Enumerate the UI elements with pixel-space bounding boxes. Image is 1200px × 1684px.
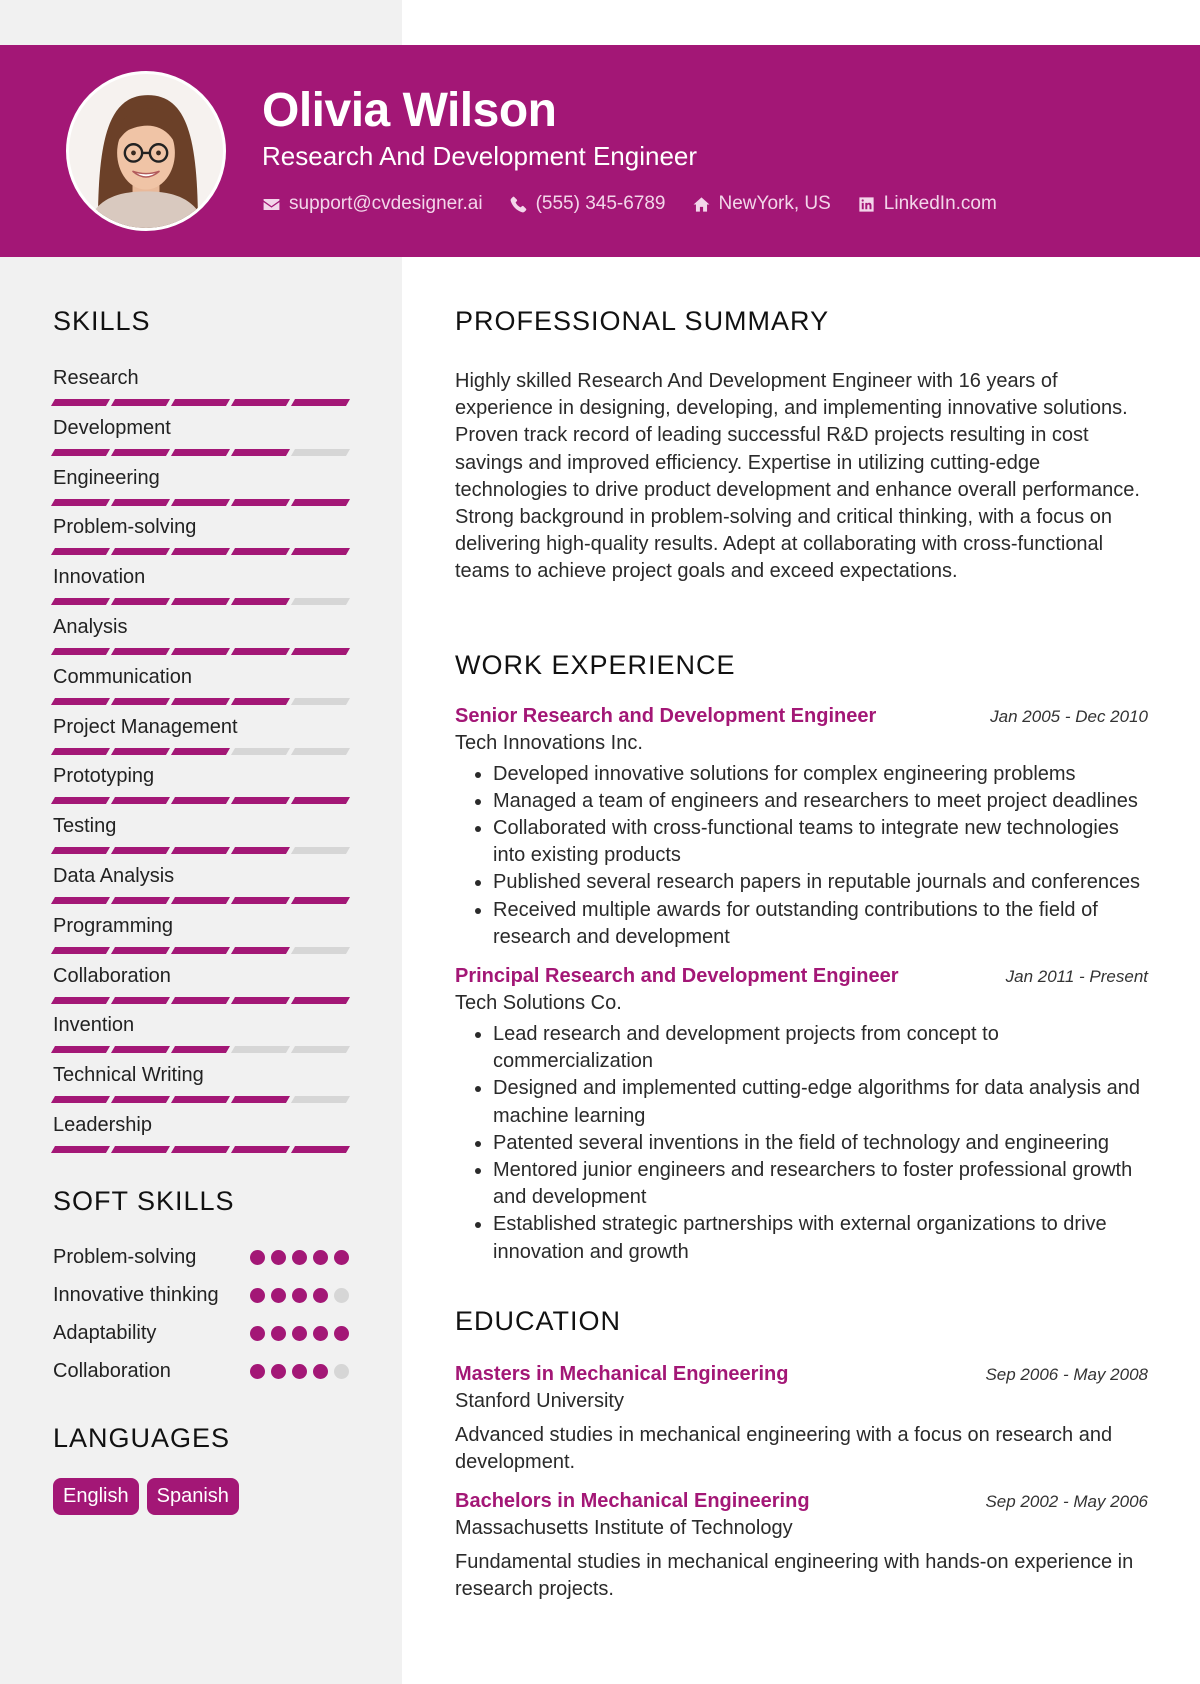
skill-level-segment: [171, 499, 230, 506]
skill-level-segment: [111, 748, 170, 755]
skill-level-segment: [111, 997, 170, 1004]
skill-item: [53, 915, 349, 965]
rating-dot: [292, 1288, 307, 1303]
skill-level-segment: [171, 399, 230, 406]
rating-dot: [250, 1288, 265, 1303]
job-dates: Jan 2005 - Dec 2010: [990, 706, 1148, 726]
summary-text: Highly skilled Research And Development Engineer with 16 years of experience in designing, developing, and implementing innovative solutions. Proven track record of leading successful R&D projects resulting in cost savings and improved efficiency. Expertise in utilizing cutting-edge technologies to drive product development and enhance overall performance. Strong background in problem-solving and critical thinking, with a focus on delivering high-quality results. Adept at collaborating with cross-functional teams to achieve project goals and exceed expectations.: [455, 370, 1140, 583]
avatar-illustration: [69, 74, 223, 228]
skill-level-segment: [231, 1046, 290, 1053]
rating-dot: [292, 1250, 307, 1265]
skill-level-segment: [231, 449, 290, 456]
skill-level-segment: [171, 897, 230, 904]
skill-level-segment: [171, 1146, 230, 1153]
skill-level-segment: [171, 997, 230, 1004]
skill-level-segment: [231, 997, 290, 1004]
education-degree: Masters in Mechanical Engineering: [455, 1362, 789, 1385]
skill-level-segment: [111, 1096, 170, 1103]
skill-item: [53, 417, 349, 467]
skill-level-segment: [231, 797, 290, 804]
skill-item: [53, 467, 349, 517]
skill-level-bar: [53, 548, 349, 555]
skill-level-segment: [291, 548, 350, 555]
skill-item: [53, 367, 349, 417]
skill-item: [53, 1014, 349, 1064]
skill-level-segment: [171, 598, 230, 605]
skill-item: [53, 1064, 349, 1114]
skill-level-segment: [51, 1096, 110, 1103]
contact-list: [262, 193, 997, 215]
skill-name: Analysis: [53, 615, 128, 638]
skill-level-bar: [53, 748, 349, 755]
skill-level-segment: [111, 648, 170, 655]
contact-linkedin[interactable]: [857, 193, 997, 215]
skill-level-segment: [231, 548, 290, 555]
skill-level-segment: [111, 1146, 170, 1153]
skill-level-segment: [51, 1046, 110, 1053]
education-degree: Bachelors in Mechanical Engineering: [455, 1490, 810, 1513]
skill-level-bar: [53, 797, 349, 804]
skill-level-bar: [53, 499, 349, 506]
skill-level-segment: [291, 1096, 350, 1103]
soft-skill-item: [53, 1243, 349, 1271]
skills-title: SKILLS: [53, 306, 151, 336]
skill-level-segment: [171, 548, 230, 555]
skills-list: [53, 367, 349, 1164]
skill-level-segment: [231, 1096, 290, 1103]
skill-level-bar: [53, 997, 349, 1004]
skill-level-segment: [171, 748, 230, 755]
skill-name: Data Analysis: [53, 864, 175, 887]
rating-dot: [292, 1364, 307, 1379]
skill-level-segment: [231, 897, 290, 904]
candidate-name: Olivia Wilson: [262, 84, 557, 137]
soft-skill-item: [53, 1281, 349, 1309]
skill-level-bar: [53, 698, 349, 705]
skill-level-segment: [51, 1146, 110, 1153]
skill-item: [53, 765, 349, 815]
skill-level-segment: [51, 748, 110, 755]
skill-level-segment: [231, 1146, 290, 1153]
skill-level-bar: [53, 598, 349, 605]
education-entry: [455, 1490, 1148, 1603]
skill-level-segment: [291, 997, 350, 1004]
languages-list: [53, 1478, 349, 1515]
skill-item: [53, 566, 349, 616]
summary-title: PROFESSIONAL SUMMARY: [455, 306, 830, 336]
skill-level-segment: [51, 499, 110, 506]
skill-level-bar: [53, 1146, 349, 1153]
job-bullets: [455, 761, 1148, 951]
skill-level-segment: [291, 698, 350, 705]
skill-level-segment: [291, 797, 350, 804]
job-header: [455, 705, 1148, 728]
skill-level-bar: [53, 1096, 349, 1103]
skill-name: Technical Writing: [53, 1064, 204, 1087]
soft-skill-rating: [250, 1288, 349, 1303]
skill-level-segment: [51, 997, 110, 1004]
skill-level-segment: [291, 1046, 350, 1053]
skill-level-segment: [291, 748, 350, 755]
resume-header: [0, 45, 1200, 257]
skill-level-segment: [51, 598, 110, 605]
work-list: [455, 705, 1148, 1266]
skill-level-segment: [231, 947, 290, 954]
soft-skill-item: [53, 1357, 349, 1385]
skill-level-segment: [51, 847, 110, 854]
sidebar: [53, 306, 349, 1515]
job-title: Senior Research and Development Engineer: [455, 704, 877, 727]
education-dates: Sep 2002 - May 2006: [985, 1492, 1148, 1512]
skill-level-segment: [231, 698, 290, 705]
skill-level-segment: [51, 449, 110, 456]
skill-level-segment: [171, 449, 230, 456]
skill-item: [53, 666, 349, 716]
education-description: Fundamental studies in mechanical engineering with hands-on experience in research projects.: [455, 1551, 1134, 1601]
skill-level-segment: [171, 648, 230, 655]
linkedin-icon: [857, 195, 876, 214]
rating-dot: [313, 1326, 328, 1341]
job-header: [455, 965, 1148, 988]
skill-level-segment: [111, 548, 170, 555]
skill-name: Innovation: [53, 566, 146, 589]
contact-location: [692, 193, 831, 215]
education-header: [455, 1363, 1148, 1386]
profile-photo: [66, 71, 226, 231]
job-bullet: • Developed innovative solutions for complex engineering problems: [493, 761, 1148, 788]
education-list: [455, 1363, 1148, 1604]
education-title: EDUCATION: [455, 1305, 622, 1336]
job-bullet: • Established strategic partnerships with external organizations to drive innovation and growth: [493, 1211, 1148, 1265]
envelope-icon: [262, 195, 281, 214]
job-bullet: • Collaborated with cross-functional teams to integrate new technologies into existing products: [493, 815, 1148, 869]
skill-name: Programming: [53, 914, 174, 937]
skill-level-segment: [111, 698, 170, 705]
education-dates: Sep 2006 - May 2008: [985, 1364, 1148, 1384]
rating-dot: [334, 1364, 349, 1379]
education-school: Stanford University: [455, 1389, 624, 1412]
job-company: Tech Innovations Inc.: [455, 731, 643, 754]
skill-level-bar: [53, 449, 349, 456]
skill-level-bar: [53, 648, 349, 655]
work-title: WORK EXPERIENCE: [455, 649, 736, 680]
job-title: Principal Research and Development Engineer: [455, 965, 899, 988]
skill-level-bar: [53, 897, 349, 904]
rating-dot: [250, 1250, 265, 1265]
soft-skill-name: Innovative thinking: [53, 1283, 219, 1306]
skill-level-bar: [53, 847, 349, 854]
job-bullet: • Patented several inventions in the field of technology and engineering: [493, 1130, 1148, 1157]
skill-level-bar: [53, 399, 349, 406]
skill-level-segment: [51, 947, 110, 954]
soft-skill-item: [53, 1319, 349, 1347]
skill-item: [53, 516, 349, 566]
rating-dot: [271, 1288, 286, 1303]
skill-level-segment: [51, 698, 110, 705]
contact-email-text: support@cvdesigner.ai: [289, 193, 483, 214]
education-entry: [455, 1363, 1148, 1476]
rating-dot: [313, 1364, 328, 1379]
skill-name: Testing: [53, 815, 117, 838]
rating-dot: [271, 1250, 286, 1265]
job-bullet: • Designed and implemented cutting-edge algorithms for data analysis and machine learning: [493, 1075, 1148, 1129]
skill-level-segment: [171, 698, 230, 705]
job-bullet: • Mentored junior engineers and researchers to foster professional growth and development: [493, 1157, 1148, 1211]
skill-level-segment: [231, 499, 290, 506]
skill-level-segment: [171, 1096, 230, 1103]
skill-level-segment: [111, 947, 170, 954]
contact-linkedin-text: LinkedIn.com: [883, 193, 997, 214]
rating-dot: [250, 1364, 265, 1379]
skill-name: Leadership: [53, 1113, 152, 1136]
rating-dot: [250, 1326, 265, 1341]
main-content: [455, 306, 1148, 1604]
skill-level-segment: [111, 897, 170, 904]
rating-dot: [313, 1250, 328, 1265]
skill-name: Project Management: [53, 715, 238, 738]
skill-item: [53, 716, 349, 766]
job-bullet: • Published several research papers in reputable journals and conferences: [493, 869, 1148, 896]
skill-item: [53, 616, 349, 666]
soft-skill-rating: [250, 1364, 349, 1379]
skill-name: Communication: [53, 665, 192, 688]
skill-level-bar: [53, 947, 349, 954]
home-icon: [692, 195, 711, 214]
language-badge: Spanish: [147, 1478, 239, 1515]
skill-level-segment: [111, 797, 170, 804]
skill-level-segment: [231, 648, 290, 655]
rating-dot: [334, 1288, 349, 1303]
skill-level-segment: [291, 399, 350, 406]
soft-skill-name: Adaptability: [53, 1321, 157, 1344]
skill-level-segment: [291, 947, 350, 954]
rating-dot: [271, 1364, 286, 1379]
skill-level-segment: [111, 598, 170, 605]
education-school: Massachusetts Institute of Technology: [455, 1517, 793, 1540]
contact-location-text: NewYork, US: [718, 193, 831, 214]
skill-name: Research: [53, 367, 139, 389]
skill-level-segment: [51, 797, 110, 804]
language-badge: English: [53, 1478, 139, 1515]
skill-name: Prototyping: [53, 765, 155, 788]
rating-dot: [334, 1250, 349, 1265]
skill-level-segment: [291, 648, 350, 655]
skill-level-segment: [51, 648, 110, 655]
soft-skills-title: SOFT SKILLS: [53, 1185, 235, 1216]
skill-level-segment: [231, 748, 290, 755]
skill-level-segment: [111, 399, 170, 406]
skill-level-segment: [291, 499, 350, 506]
rating-dot: [334, 1326, 349, 1341]
contact-phone[interactable]: [509, 193, 666, 215]
skill-level-segment: [171, 947, 230, 954]
skill-level-segment: [171, 797, 230, 804]
contact-phone-text: (555) 345-6789: [535, 193, 666, 214]
skill-level-segment: [111, 1046, 170, 1053]
skill-name: Engineering: [53, 466, 160, 489]
skill-level-segment: [291, 1146, 350, 1153]
education-description: Advanced studies in mechanical engineering with a focus on research and development.: [455, 1423, 1113, 1474]
skill-level-segment: [291, 449, 350, 456]
languages-title: LANGUAGES: [53, 1422, 231, 1453]
skill-name: Invention: [53, 1014, 135, 1037]
soft-skill-rating: [250, 1326, 349, 1341]
phone-icon: [509, 195, 528, 214]
soft-skill-name: Problem-solving: [53, 1245, 197, 1268]
job-entry: [455, 965, 1148, 1266]
job-bullet: • Received multiple awards for outstanding contributions to the field of research and development: [493, 897, 1148, 951]
soft-skills-list: [53, 1243, 349, 1385]
skill-level-segment: [111, 449, 170, 456]
job-bullet: • Managed a team of engineers and researchers to meet project deadlines: [493, 788, 1148, 815]
job-bullets: [455, 1021, 1148, 1266]
skill-level-segment: [111, 847, 170, 854]
job-bullet: • Lead research and development projects from concept to commercialization: [493, 1021, 1148, 1075]
rating-dot: [313, 1288, 328, 1303]
skill-level-segment: [51, 548, 110, 555]
skill-item: [53, 965, 349, 1015]
contact-email[interactable]: [262, 193, 483, 215]
education-header: [455, 1490, 1148, 1513]
candidate-role: Research And Development Engineer: [262, 141, 698, 171]
skill-level-segment: [231, 847, 290, 854]
job-entry: [455, 705, 1148, 951]
soft-skill-rating: [250, 1250, 349, 1265]
skill-item: [53, 1114, 349, 1164]
skill-level-segment: [231, 598, 290, 605]
skill-level-segment: [291, 598, 350, 605]
skill-name: Development: [53, 416, 171, 439]
skill-name: Problem-solving: [53, 516, 197, 539]
skill-level-segment: [111, 499, 170, 506]
skill-level-segment: [51, 897, 110, 904]
job-company: Tech Solutions Co.: [455, 992, 622, 1015]
skill-level-segment: [171, 847, 230, 854]
rating-dot: [292, 1326, 307, 1341]
skill-level-segment: [291, 847, 350, 854]
skill-level-segment: [171, 1046, 230, 1053]
skill-item: [53, 815, 349, 865]
rating-dot: [271, 1326, 286, 1341]
skill-level-segment: [231, 399, 290, 406]
soft-skill-name: Collaboration: [53, 1359, 171, 1382]
skill-item: [53, 865, 349, 915]
skill-level-segment: [291, 897, 350, 904]
job-dates: Jan 2011 - Present: [1005, 967, 1148, 987]
skill-level-segment: [51, 399, 110, 406]
skill-level-bar: [53, 1046, 349, 1053]
skill-name: Collaboration: [53, 964, 171, 987]
